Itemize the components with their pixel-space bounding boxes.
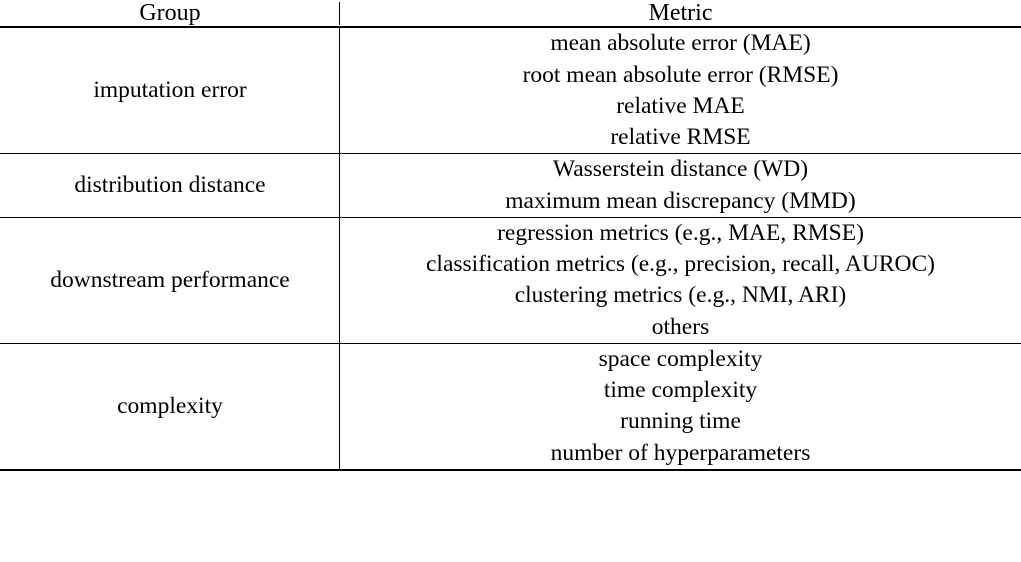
- metric-item: root mean absolute error (RMSE): [522, 61, 839, 88]
- row-group-cell: [0, 343, 340, 470]
- header-cell-group: [0, 0, 340, 27]
- header-label-metric: Metric: [648, 0, 713, 26]
- metric-item: regression metrics (e.g., MAE, RMSE): [497, 219, 864, 246]
- row-metric-cell: [340, 154, 1021, 218]
- metric-item: others: [651, 313, 710, 340]
- header-label-group: Group: [139, 0, 201, 26]
- row-group-cell: [0, 217, 340, 343]
- table-row: [0, 27, 1021, 154]
- metric-item: relative MAE: [616, 92, 745, 119]
- row-group-cell: [0, 154, 340, 218]
- row-metric-cell: [340, 217, 1021, 343]
- table-row: [0, 217, 1021, 343]
- metric-item: classification metrics (e.g., precision, recall, AUROC): [425, 251, 935, 278]
- table-row: [0, 154, 1021, 218]
- bottom-rule-right: [340, 470, 1021, 471]
- metric-item: space complexity: [598, 345, 763, 372]
- row-group-cell: [0, 27, 340, 154]
- table-header-row: [0, 0, 1021, 27]
- metric-item: relative RMSE: [610, 124, 751, 151]
- table-row: [0, 343, 1021, 470]
- metric-item: time complexity: [603, 377, 758, 404]
- row-metric-cell: [340, 343, 1021, 470]
- row-metric-cell: [340, 27, 1021, 154]
- metric-item: maximum mean discrepancy (MMD): [505, 187, 856, 214]
- header-cell-metric: [340, 0, 1021, 27]
- group-label: distribution distance: [74, 172, 266, 199]
- bottom-rule-left: [0, 470, 340, 471]
- metric-item: number of hyperparameters: [550, 439, 811, 466]
- group-label: complexity: [117, 392, 223, 419]
- table-bottom-rule: [0, 470, 1021, 471]
- metric-item: mean absolute error (MAE): [550, 30, 811, 57]
- group-label: downstream performance: [50, 266, 290, 293]
- metric-item: running time: [620, 408, 741, 435]
- group-label: imputation error: [93, 77, 247, 104]
- metric-item: clustering metrics (e.g., NMI, ARI): [514, 282, 847, 309]
- metric-item: Wasserstein distance (WD): [552, 156, 809, 183]
